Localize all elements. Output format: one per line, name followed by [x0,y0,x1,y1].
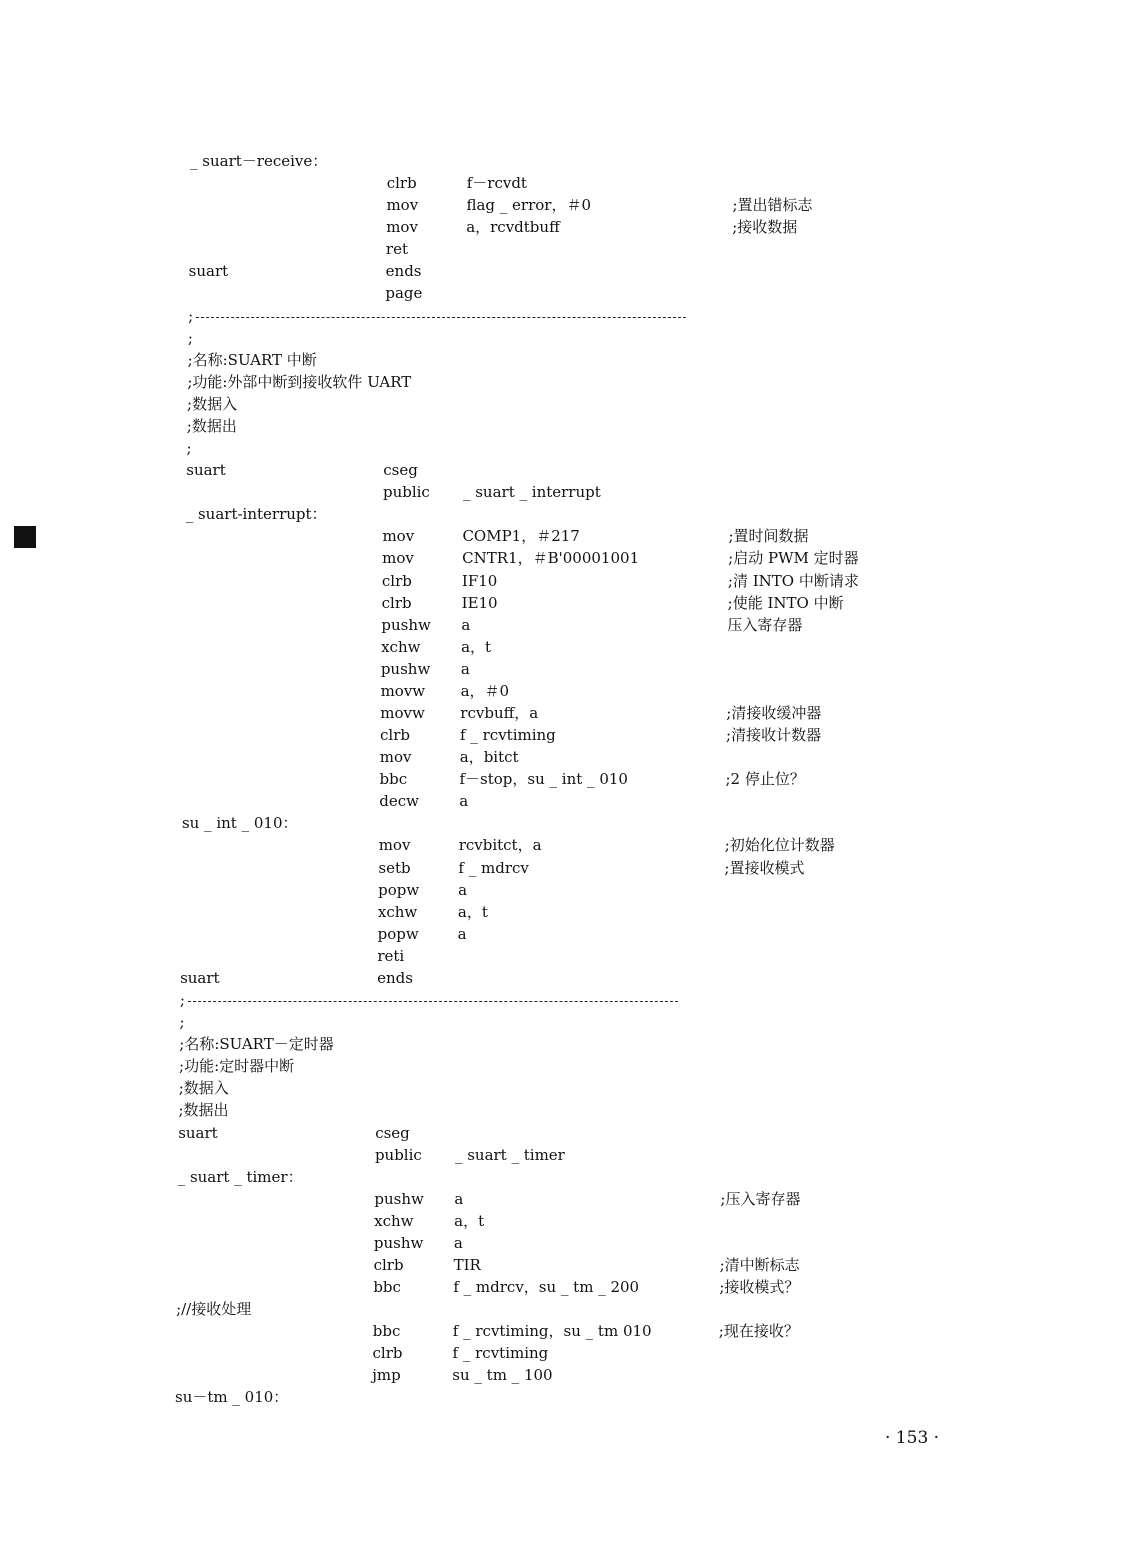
code-opcode: movw [380,704,425,722]
code-line [179,1081,1079,1103]
code-line [179,1037,1079,1059]
code-comment: ;清接收缓冲器 [726,704,822,722]
code-line [184,615,1084,640]
code-operand: rcvbitct，a [458,836,542,855]
code-label: ;名称:SUART 中断 [187,350,317,369]
code-label: ; [186,439,192,458]
code-operand: su _ tm _ 100 [452,1366,553,1385]
code-line [181,902,1081,927]
code-line [175,1368,1075,1390]
code-opcode: mov [379,748,412,767]
code-line [176,1302,1076,1324]
code-label: _ suart－receive： [190,152,328,170]
code-line [183,706,1083,728]
code-operand: a，t [457,902,488,921]
code-line [183,772,1083,794]
code-opcode: mov [382,527,415,546]
code-operand: _ suart _ interrupt [462,483,601,502]
code-label: ;//接收处理 [176,1300,252,1319]
code-line [178,1123,1078,1148]
code-opcode: pushw [373,1233,424,1252]
code-operand: flag _ error，＃0 [466,196,592,215]
code-comment: ;初始化位计数器 [724,836,835,855]
code-opcode: setb [378,858,411,877]
separator-line [188,306,1088,331]
code-line [183,728,1083,750]
code-opcode: public [382,483,430,502]
code-opcode: clrb [373,1256,404,1274]
code-comment: ;使能 INTO 中断 [727,593,844,612]
code-line [185,593,1085,618]
code-operand: f－stop，su _ int _ 010 [459,770,628,789]
code-operand: f _ rcvtiming [460,726,556,745]
code-opcode: public [374,1145,422,1164]
code-opcode: mov [386,196,419,215]
code-operand: f _ rcvtiming，su _ tm 010 [452,1322,652,1341]
code-line [178,1103,1078,1125]
code-label: suart [178,1123,218,1142]
code-line [184,659,1084,684]
code-operand: a，t [454,1211,485,1230]
code-comment: ;压入寄存器 [720,1189,801,1208]
code-opcode: movw [380,681,426,700]
code-operand: f _ mdrcv，su _ tm _ 200 [453,1278,640,1297]
code-line [182,816,1082,838]
code-line [186,485,1086,507]
code-operand: f _ rcvtiming [452,1344,549,1363]
code-operand: a [460,659,470,678]
code-comment: ;置接收模式 [724,858,805,877]
code-operand: f－rcvdt [466,174,527,193]
code-comment: ;现在接收？ [718,1322,799,1341]
dashed-rule [188,1001,678,1002]
code-line [182,838,1082,860]
code-label: ;功能:定时器中断 [179,1057,295,1076]
code-line [180,968,1080,993]
code-opcode: clrb [372,1344,403,1363]
code-line [187,441,1087,463]
code-line [187,372,1087,397]
code-label: ; [187,328,193,347]
code-label: ;数据出 [186,416,237,435]
code-line [176,1346,1076,1368]
code-opcode: pushw [380,659,431,678]
code-label: ;数据出 [178,1101,229,1120]
code-line [177,1233,1077,1258]
code-line [186,507,1086,529]
code-opcode: jmp [372,1366,401,1385]
code-opcode: cseg [383,461,418,480]
code-line [175,1390,1075,1412]
code-line [183,750,1083,772]
code-label: _ suart-interrupt： [185,505,327,524]
code-comment: ;清中断标志 [719,1256,800,1274]
code-line [181,880,1081,905]
code-label: su _ int _ 010： [181,814,298,833]
code-line [187,328,1088,353]
code-line [178,1145,1078,1170]
code-label: ; [179,1013,185,1032]
dashed-rule [196,317,686,318]
code-opcode: pushw [381,615,431,634]
code-label: su－tm _ 010： [175,1388,289,1407]
code-opcode: clrb [381,593,412,612]
code-opcode: decw [379,792,419,811]
code-comment: 压入寄存器 [727,615,803,634]
code-line [176,1280,1076,1302]
code-operand: a [454,1189,464,1208]
code-operand: rcvbuff，a [460,704,539,722]
code-comment: ;清接收计数器 [726,726,822,745]
code-operand: a，＃0 [460,681,510,700]
code-line [180,1015,1080,1037]
code-operand: a [457,924,467,943]
code-label: ;数据入 [187,394,238,413]
code-line [190,176,1090,198]
code-line [187,394,1087,419]
code-operand: a，t [461,637,492,656]
code-line [177,1258,1077,1280]
code-operand: f _ mdrcv [458,858,529,877]
code-label: suart [188,262,229,281]
code-comment: ;置出错标志 [732,196,813,215]
code-line [179,1059,1079,1081]
code-comment: ;接收数据 [732,218,798,237]
separator-line [180,993,1080,1015]
code-line [184,637,1084,662]
code-line [187,350,1088,375]
code-opcode: xchw [377,902,418,921]
code-operand: _ suart _ timer [454,1145,565,1164]
code-line [189,264,1089,286]
code-comment: ;启动 PWM 定时器 [728,549,859,568]
separator-prefix: ; [188,306,194,325]
code-operand: IF10 [461,571,498,590]
code-line [190,154,1090,176]
code-label: suart [186,461,226,480]
code-opcode: mov [378,836,411,855]
code-comment: ;接收模式？ [719,1278,800,1297]
code-operand: a [461,615,471,634]
code-comment: ;2 停止位？ [725,770,805,789]
code-line [185,529,1085,551]
code-operand: a，bitct [459,748,519,767]
code-opcode: clrb [381,571,412,590]
code-operand: a，rcvdtbuff [466,218,560,237]
code-line [188,286,1088,308]
code-opcode: popw [377,924,419,943]
code-opcode: mov [386,218,418,237]
code-opcode: reti [377,946,405,965]
code-line [189,220,1089,242]
code-comment: ;清 INTO 中断请求 [727,571,859,590]
code-opcode: page [385,284,423,303]
code-label: ;数据入 [178,1079,229,1098]
page-number: · 153 · [885,1428,940,1448]
code-line [181,858,1081,883]
code-opcode: pushw [374,1189,424,1208]
code-opcode: ends [385,262,422,281]
scan-edge-mark [14,526,36,548]
code-opcode: xchw [381,637,421,656]
code-comment: ;置时间数据 [728,527,809,546]
code-operand: a [453,1233,463,1252]
code-opcode: clrb [386,174,417,193]
code-line [186,416,1087,441]
code-operand: COMP1，＃217 [462,527,580,546]
code-line [182,794,1082,816]
code-label: suart [180,968,220,987]
code-opcode: mov [382,549,414,568]
code-line [185,571,1085,596]
code-line [181,924,1081,949]
code-line [189,198,1089,220]
code-label: _ suart _ timer： [177,1167,303,1186]
code-line [186,463,1086,485]
code-line [177,1211,1077,1236]
code-opcode: ends [377,968,413,987]
code-opcode: ret [385,240,408,259]
code-line [184,681,1084,706]
separator-prefix: ; [179,991,185,1010]
code-label: ;名称:SUART－定时器 [179,1035,334,1054]
code-line [177,1167,1078,1192]
code-line [176,1324,1076,1346]
code-opcode: bbc [379,770,408,789]
code-operand: a [458,880,468,899]
code-line [189,242,1089,264]
code-operand: TIR [453,1256,481,1274]
code-line [180,946,1080,971]
code-line [177,1189,1077,1214]
code-operand: a [459,792,469,811]
code-label: ;功能:外部中断到接收软件 UART [187,372,412,391]
code-opcode: xchw [374,1211,414,1230]
code-operand: CNTR1，＃B'00001001 [462,549,640,568]
code-opcode: cseg [375,1123,410,1142]
code-opcode: bbc [373,1278,401,1297]
code-opcode: bbc [372,1322,401,1341]
code-line [185,551,1085,573]
code-opcode: popw [378,880,420,899]
code-operand: IE10 [461,593,498,612]
code-opcode: clrb [380,726,411,745]
